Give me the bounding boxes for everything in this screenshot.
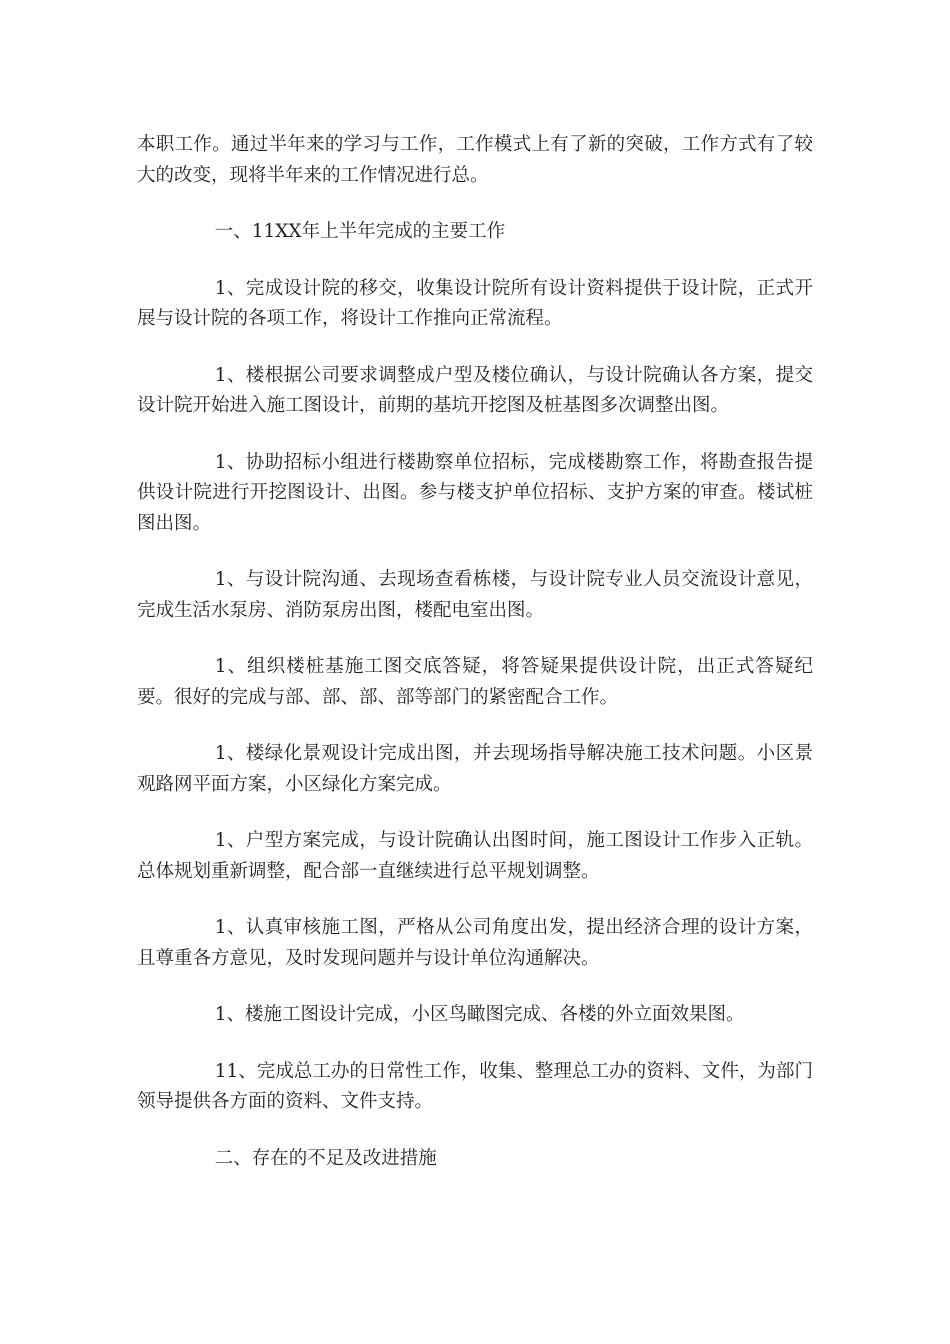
work-item-2: 1、楼根据公司要求调整成户型及楼位确认，与设计院确认各方案，提交设计院开始进入施工图设计，前期的基坑开挖图及桩基图多次调整出图。 [137, 364, 813, 416]
intro-paragraph: 本职工作。通过半年来的学习与工作，工作模式上有了新的突破，工作方式有了较大的改变，现将半年来的工作情况进行总。 [137, 134, 813, 186]
work-item-8: 1、认真审核施工图，严格从公司角度出发，提出经济合理的设计方案，且尊重各方意见，及时发现问题并与设计单位沟通解决。 [137, 917, 813, 969]
work-item-10: 11、完成总工办的日常性工作，收集、整理总工办的资料、文件，为部门领导提供各方面的资料、文件支持。 [137, 1060, 813, 1112]
work-item-3: 1、协助招标小组进行楼勘察单位招标，完成楼勘察工作，将勘查报告提供设计院进行开挖图设计、出图。参与楼支护单位招标、支护方案的审查。楼试桩图出图。 [137, 451, 813, 534]
document-page [137, 130, 813, 1200]
section-heading-1: 一、11XX年上半年完成的主要工作 [214, 221, 506, 242]
work-item-6: 1、楼绿化景观设计完成出图，并去现场指导解决施工技术问题。小区景观路网平面方案，小区绿化方案完成。 [137, 743, 813, 795]
work-item-4: 1、与设计院沟通、去现场查看栋楼，与设计院专业人员交流设计意见，完成生活水泵房、消防泵房出图，楼配电室出图。 [137, 569, 813, 621]
work-item-1: 1、完成设计院的移交，收集设计院所有设计资料提供于设计院，正式开展与设计院的各项工作，将设计工作推向正常流程。 [137, 277, 813, 329]
work-item-7: 1、户型方案完成，与设计院确认出图时间，施工图设计工作步入正轨。总体规划重新调整，配合部一直继续进行总平规划调整。 [137, 830, 813, 882]
work-item-5: 1、组织楼桩基施工图交底答疑，将答疑果提供设计院，出正式答疑纪要。很好的完成与部、部、部、部等部门的紧密配合工作。 [137, 656, 813, 708]
work-item-9: 1、楼施工图设计完成，小区鸟瞰图完成、各楼的外立面效果图。 [214, 1004, 745, 1025]
section-heading-2: 二、存在的不足及改进措施 [214, 1147, 437, 1169]
